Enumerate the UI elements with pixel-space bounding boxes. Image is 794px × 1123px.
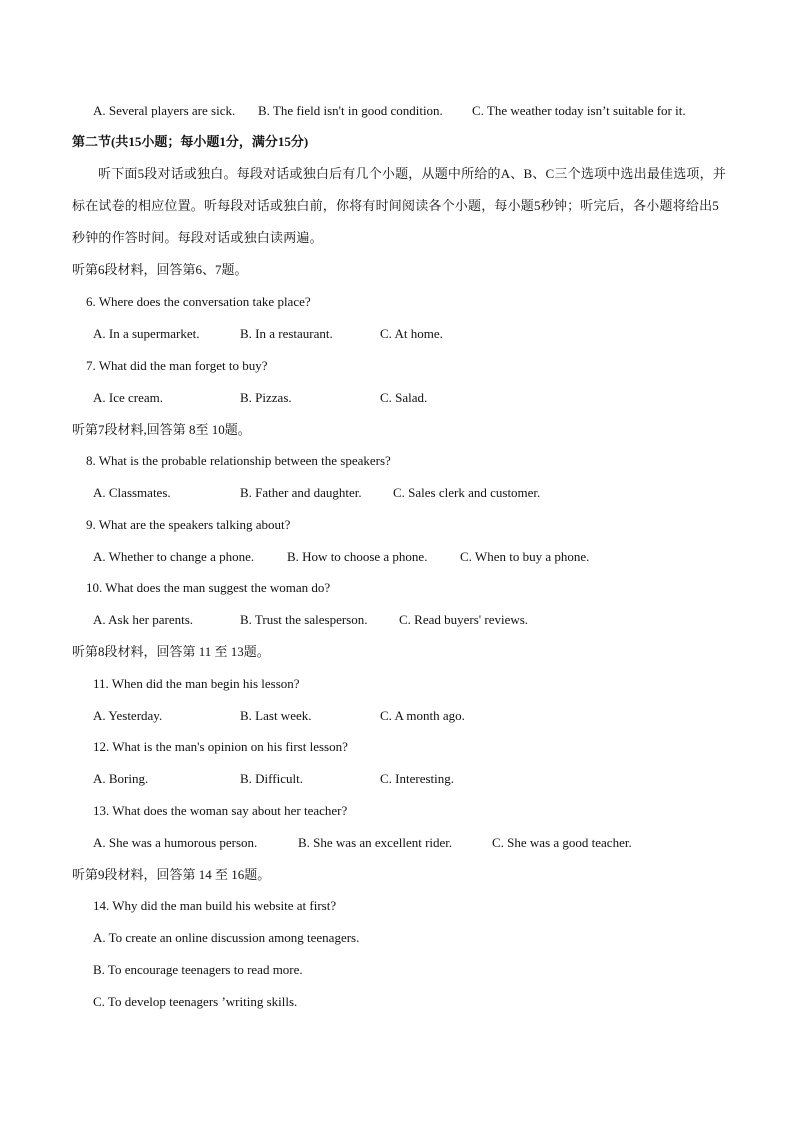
question-13: 13. What does the woman say about her teacher? bbox=[93, 803, 348, 818]
question-10: 10. What does the man suggest the woman do? bbox=[86, 580, 331, 595]
q7-option-b: B. Pizzas. bbox=[240, 390, 292, 405]
material-7-heading: 听第7段材料,回答第 8至 10题。 bbox=[72, 422, 251, 437]
q9-option-a: A. Whether to change a phone. bbox=[93, 549, 255, 564]
q6-option-c: C. At home. bbox=[380, 326, 443, 341]
q11-option-a: A. Yesterday. bbox=[93, 708, 163, 723]
instructions-paragraph: 听下面5段对话或独白。每段对话或独白后有几个小题，从题中所给的A、B、C三个选项中选出最佳选项，并标在试卷的相应位置。听每段对话或独白前，你将有时间阅读各个小题，每小题5秒钟；听完后，各小题将给出5秒钟的作答时间。每段对话或独白读两遍。 bbox=[72, 166, 727, 245]
q14-option-c: C. To develop teenagers ’writing skills. bbox=[93, 994, 298, 1009]
q14-option-a: A. To create an online discussion among teenagers. bbox=[93, 930, 360, 945]
question-14: 14. Why did the man build his website at first? bbox=[93, 898, 337, 913]
q11-option-c: C. A month ago. bbox=[380, 708, 465, 723]
question-9: 9. What are the speakers talking about? bbox=[86, 517, 291, 532]
q12-option-a: A. Boring. bbox=[93, 771, 149, 786]
q8-option-c: C. Sales clerk and customer. bbox=[393, 485, 541, 500]
q9-option-c: C. When to buy a phone. bbox=[460, 549, 590, 564]
material-6-heading: 听第6段材料，回答第6、7题。 bbox=[72, 262, 248, 277]
section-title: 第二节(共15小题；每小题1分，满分15分) bbox=[72, 134, 309, 149]
q10-option-c: C. Read buyers' reviews. bbox=[399, 612, 529, 627]
q6-option-b: B. In a restaurant. bbox=[240, 326, 333, 341]
q6-option-a: A. In a supermarket. bbox=[93, 326, 200, 341]
question-8: 8. What is the probable relationship between the speakers? bbox=[86, 453, 391, 468]
q5-option-c: C. The weather today isn’t suitable for it. bbox=[472, 103, 686, 118]
q7-option-c: C. Salad. bbox=[380, 390, 428, 405]
q13-option-c: C. She was a good teacher. bbox=[492, 835, 632, 850]
q7-option-a: A. Ice cream. bbox=[93, 390, 164, 405]
question-7: 7. What did the man forget to buy? bbox=[86, 358, 268, 373]
q13-option-a: A. She was a humorous person. bbox=[93, 835, 258, 850]
question-11: 11. When did the man begin his lesson? bbox=[93, 676, 300, 691]
q9-option-b: B. How to choose a phone. bbox=[287, 549, 428, 564]
q13-option-b: B. She was an excellent rider. bbox=[298, 835, 453, 850]
q11-option-b: B. Last week. bbox=[240, 708, 312, 723]
q12-option-c: C. Interesting. bbox=[380, 771, 455, 786]
q5-option-b: B. The field isn't in good condition. bbox=[258, 103, 443, 118]
q10-option-b: B. Trust the salesperson. bbox=[240, 612, 368, 627]
material-8-heading: 听第8段材料，回答第 11 至 13题。 bbox=[72, 644, 270, 659]
q5-option-a: A. Several players are sick. bbox=[93, 103, 236, 118]
q8-option-b: B. Father and daughter. bbox=[240, 485, 362, 500]
question-6: 6. Where does the conversation take place? bbox=[86, 294, 311, 309]
q12-option-b: B. Difficult. bbox=[240, 771, 303, 786]
q14-option-b: B. To encourage teenagers to read more. bbox=[93, 962, 303, 977]
q10-option-a: A. Ask her parents. bbox=[93, 612, 194, 627]
q8-option-a: A. Classmates. bbox=[93, 485, 171, 500]
question-12: 12. What is the man's opinion on his first lesson? bbox=[93, 739, 348, 754]
material-9-heading: 听第9段材料，回答第 14 至 16题。 bbox=[72, 867, 271, 882]
